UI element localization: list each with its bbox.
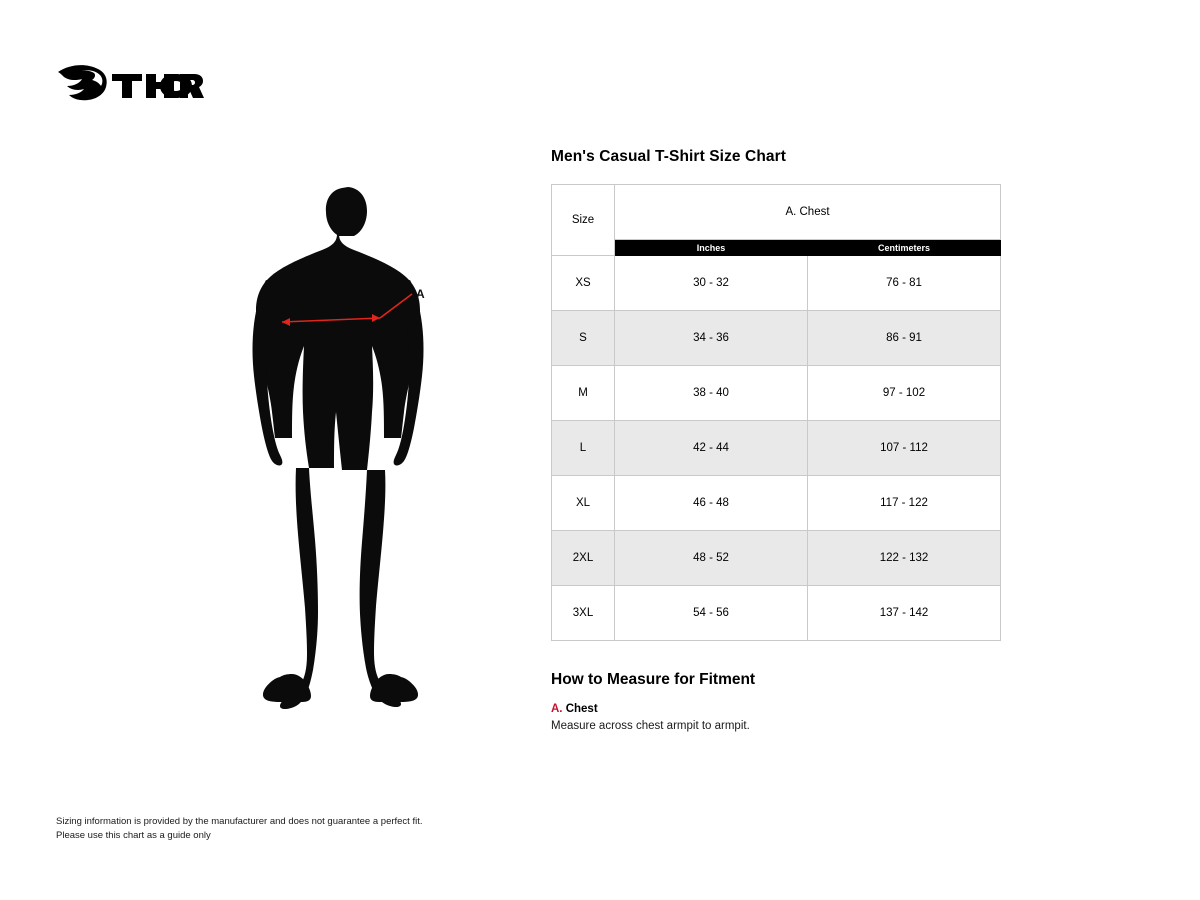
table-row: [552, 256, 1001, 311]
table-row: [552, 476, 1001, 531]
measure-name: Chest: [565, 703, 598, 715]
table-row: [552, 531, 1001, 586]
thor-logo: [56, 62, 206, 108]
cell-size: 3XL: [552, 586, 615, 641]
cell-size: XS: [552, 256, 615, 311]
measure-letter: A.: [551, 703, 563, 715]
page-title: Men's Casual T-Shirt Size Chart: [551, 148, 787, 165]
cell-size: XL: [552, 476, 615, 531]
cell-inches: 46 - 48: [615, 476, 808, 531]
disclaimer-line-1: Sizing information is provided by the manufacturer and does not guarantee a perfect fit.: [56, 816, 423, 827]
table-row: [552, 311, 1001, 366]
cell-size: 2XL: [552, 531, 615, 586]
header-size: Size: [552, 185, 615, 256]
disclaimer-line-2: Please use this chart as a guide only: [56, 829, 211, 841]
cell-centimeters: 137 - 142: [808, 586, 1001, 641]
cell-inches: 48 - 52: [615, 531, 808, 586]
cell-centimeters: 86 - 91: [808, 311, 1001, 366]
header-unit-inches: Inches: [615, 240, 808, 256]
cell-centimeters: 97 - 102: [808, 366, 1001, 421]
cell-centimeters: 117 - 122: [808, 476, 1001, 531]
table-row: [552, 421, 1001, 476]
measure-item-description: Measure across chest armpit to armpit.: [551, 720, 750, 732]
cell-inches: 42 - 44: [615, 421, 808, 476]
cell-inches: 38 - 40: [615, 366, 808, 421]
table-row: [552, 586, 1001, 641]
body-figure: [230, 180, 490, 720]
cell-centimeters: 107 - 112: [808, 421, 1001, 476]
cell-centimeters: 76 - 81: [808, 256, 1001, 311]
size-chart-table: [551, 184, 1001, 641]
header-unit-centimeters: Centimeters: [808, 240, 1001, 256]
callout-letter-a: A: [416, 287, 425, 301]
measure-item-label: [551, 703, 1151, 715]
cell-inches: 34 - 36: [615, 311, 808, 366]
cell-centimeters: 122 - 132: [808, 531, 1001, 586]
disclaimer: [56, 815, 423, 843]
header-chest-group: A. Chest: [615, 185, 1001, 240]
cell-size: M: [552, 366, 615, 421]
cell-inches: 30 - 32: [615, 256, 808, 311]
cell-size: L: [552, 421, 615, 476]
table-row: [552, 366, 1001, 421]
cell-inches: 54 - 56: [615, 586, 808, 641]
cell-size: S: [552, 311, 615, 366]
how-to-measure-title: How to Measure for Fitment: [551, 671, 756, 688]
